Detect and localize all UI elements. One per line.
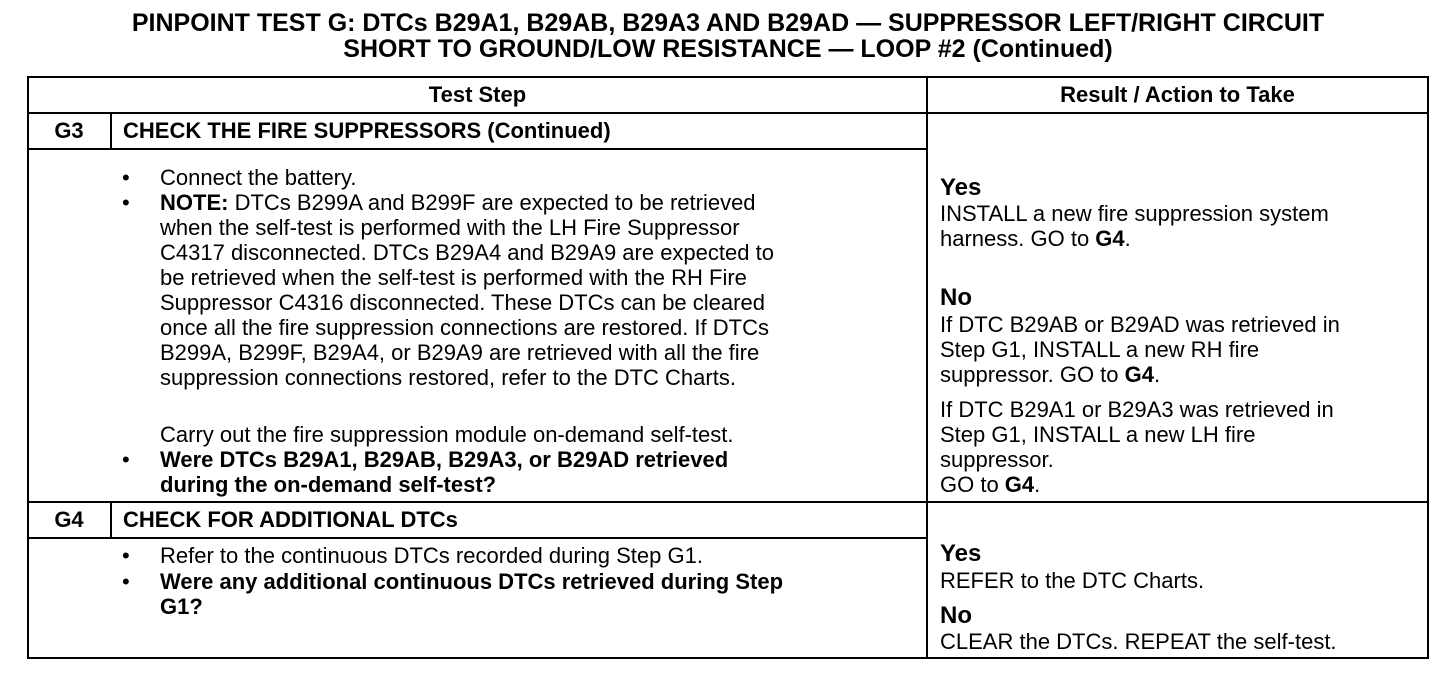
g3-no-label: No [940, 284, 972, 311]
goto-step: G4 [1095, 226, 1125, 251]
action-line: suppressor. GO to [940, 362, 1125, 387]
period: . [1124, 226, 1131, 251]
action-line: Step G1, INSTALL a new RH fire [940, 337, 1260, 362]
note-line: once all the fire suppression connections are restored. If DTCs [160, 315, 769, 340]
bullet-marker: • [122, 165, 130, 190]
action-line: Step G1, INSTALL a new LH fire [940, 422, 1256, 447]
step-number-g3: G3 [54, 118, 84, 143]
title-line-2: SHORT TO GROUND/LOW RESISTANCE — LOOP #2 (Continued) [343, 35, 1113, 63]
period: . [1034, 472, 1041, 497]
action-line: INSTALL a new fire suppression system [940, 201, 1329, 226]
bullet-marker: • [122, 543, 130, 568]
action-line: suppressor. [940, 447, 1054, 472]
g3-heading-rule [27, 148, 928, 150]
g3-yes-label: Yes [940, 174, 982, 201]
g3-g4-rule [27, 501, 1429, 503]
g3-step-connect-battery: Connect the battery. [160, 165, 357, 190]
note-line: Suppressor C4316 disconnected. These DTCs can be cleared [160, 290, 765, 315]
question-line: G1? [160, 594, 203, 619]
note-line: when the self-test is performed with the LH Fire Suppressor [160, 215, 740, 240]
column-header-result: Result / Action to Take [1060, 82, 1295, 107]
action-line: harness. GO to [940, 226, 1096, 251]
g3-no-action-lh [940, 397, 1334, 497]
g4-no-label: No [940, 602, 972, 629]
goto-step: G4 [1124, 362, 1154, 387]
period: . [1154, 362, 1161, 387]
step-number-g4: G4 [54, 507, 84, 532]
column-divider [926, 76, 928, 659]
title-line-1: PINPOINT TEST G: DTCs B29A1, B29AB, B29A3 AND B29AD — SUPPRESSOR LEFT/RIGHT CIRCUIT [131, 9, 1325, 37]
bullet-marker: • [122, 190, 130, 215]
question-line: Were DTCs B29A1, B29AB, B29A3, or B29AD retrieved [160, 447, 729, 472]
g3-question [160, 447, 728, 497]
note-label: NOTE: [160, 190, 229, 215]
note-line: C4317 disconnected. DTCs B29A4 and B29A9 are expected to [160, 240, 774, 265]
note-line: B299A, B299F, B29A4, or B29A9 are retrieved with all the fire [160, 340, 760, 365]
question-line: Were any additional continuous DTCs retrieved during Step [160, 569, 784, 594]
step-number-divider-g3 [110, 112, 112, 150]
action-line: If DTC B29AB or B29AD was retrieved in [940, 312, 1340, 337]
column-header-test-step: Test Step [428, 82, 527, 107]
g3-note [160, 190, 774, 390]
g4-heading-rule [27, 537, 928, 539]
step-heading-g3: CHECK THE FIRE SUPPRESSORS (Continued) [123, 118, 611, 143]
question-line: during the on-demand self-test? [160, 472, 497, 497]
g4-no-action: CLEAR the DTCs. REPEAT the self-test. [940, 629, 1337, 654]
g4-step-refer-continuous: Refer to the continuous DTCs recorded during Step G1. [160, 543, 703, 568]
goto-step: G4 [1004, 472, 1035, 497]
page-title [0, 10, 1456, 62]
action-line: If DTC B29A1 or B29A3 was retrieved in [940, 397, 1334, 422]
g3-yes-action [940, 201, 1329, 251]
note-line: suppression connections restored, refer to the DTC Charts. [160, 365, 736, 390]
bullet-marker: • [122, 569, 130, 594]
step-number-divider-g4 [110, 502, 112, 539]
g3-no-action-rh [940, 312, 1340, 387]
g4-question [160, 569, 783, 619]
header-rule [27, 112, 1429, 114]
g3-carry-out-self-test: Carry out the fire suppression module on-demand self-test. [160, 422, 734, 447]
action-line: GO to [940, 472, 1005, 497]
step-heading-g4: CHECK FOR ADDITIONAL DTCs [123, 507, 458, 532]
g4-yes-label: Yes [940, 540, 982, 567]
bullet-marker: • [122, 447, 130, 472]
g4-yes-action: REFER to the DTC Charts. [940, 568, 1205, 593]
note-line: DTCs B299A and B299F are expected to be retrieved [228, 190, 756, 215]
note-line: be retrieved when the self-test is performed with the RH Fire [160, 265, 747, 290]
